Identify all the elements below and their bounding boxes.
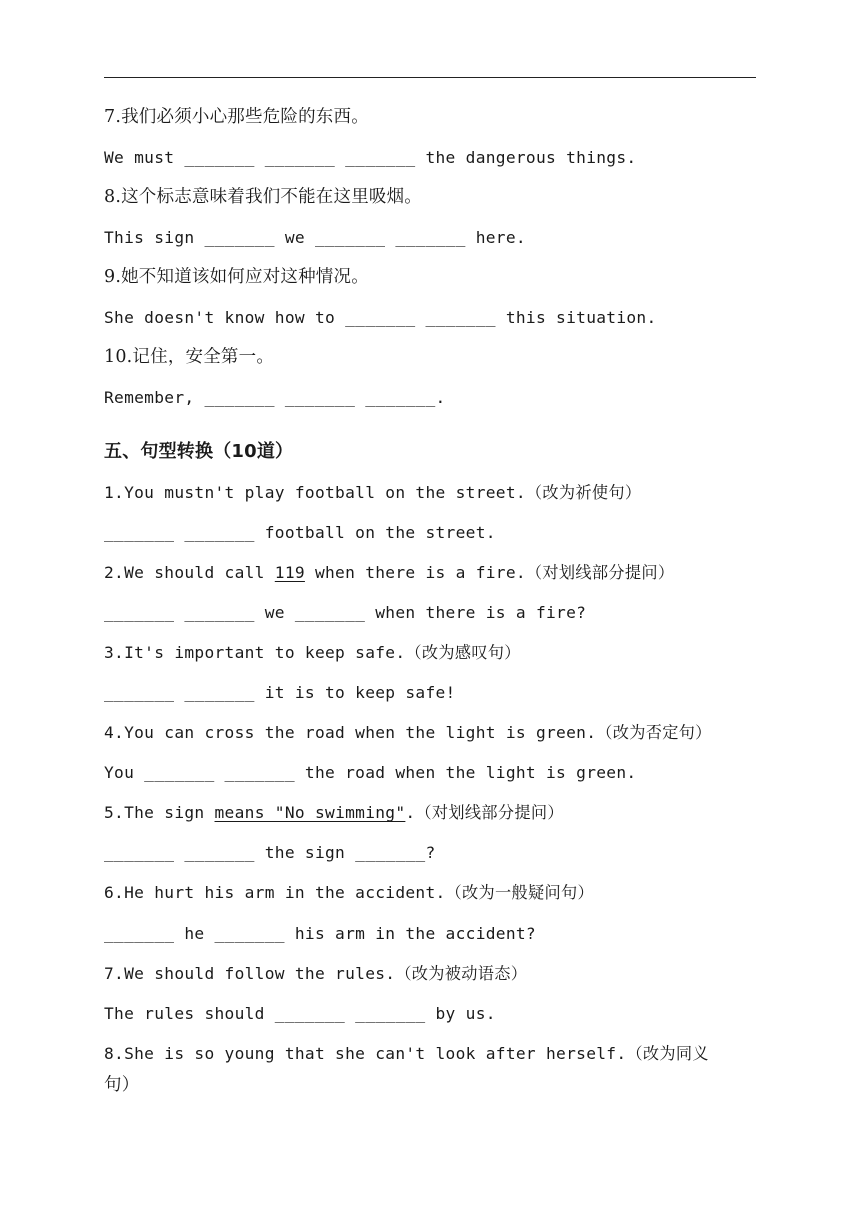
question-chinese: 8.这个标志意味着我们不能在这里吸烟。	[104, 187, 422, 207]
question-text: .（对划线部分提问）	[405, 803, 564, 822]
underlined-part: means "No swimming"	[214, 803, 406, 822]
underlined-part: 119	[274, 563, 305, 582]
transform-question: 4.You can cross the road when the light is green.（改为否定句）	[104, 723, 712, 742]
question-english: She doesn't know how to _______ _______ this situation.	[104, 308, 657, 327]
question-english: We must _______ _______ _______ the dangerous things.	[104, 148, 637, 167]
transform-answer: _______ he _______ his arm in the accident?	[104, 924, 536, 943]
question-english: This sign _______ we _______ _______ here.	[104, 228, 526, 247]
question-text: 5.The sign	[104, 803, 215, 822]
transform-answer: _______ _______ we _______ when there is a fire?	[104, 603, 587, 622]
transform-question: 6.He hurt his arm in the accident.（改为一般疑问句）	[104, 883, 594, 902]
question-text: 2.We should call	[104, 563, 275, 582]
transform-question	[104, 561, 674, 585]
transform-answer: You _______ _______ the road when the light is green.	[104, 763, 637, 782]
transform-answer: _______ _______ it is to keep safe!	[104, 683, 456, 702]
transform-question: 8.She is so young that she can't look after herself.（改为同义	[104, 1044, 709, 1063]
question-english: Remember, _______ _______ _______.	[104, 388, 446, 407]
question-chinese: 10.记住，安全第一。	[104, 347, 275, 367]
question-chinese: 7.我们必须小心那些危险的东西。	[104, 107, 369, 127]
transform-question-continuation: 句）	[104, 1075, 140, 1095]
section-title: 五、句型转换（10道）	[104, 441, 294, 462]
transform-answer: _______ _______ football on the street.	[104, 523, 496, 542]
transform-question: 3.It's important to keep safe.（改为感叹句）	[104, 643, 521, 662]
header-rule	[104, 77, 756, 78]
transform-answer: The rules should _______ _______ by us.	[104, 1004, 496, 1023]
transform-question: 7.We should follow the rules.（改为被动语态）	[104, 964, 528, 983]
question-chinese: 9.她不知道该如何应对这种情况。	[104, 267, 369, 287]
transform-question: 1.You mustn't play football on the street.（改为祈使句）	[104, 483, 642, 502]
transform-question	[104, 801, 564, 825]
transform-answer: _______ _______ the sign _______?	[104, 843, 436, 862]
question-text: when there is a fire.（对划线部分提问）	[304, 563, 675, 582]
